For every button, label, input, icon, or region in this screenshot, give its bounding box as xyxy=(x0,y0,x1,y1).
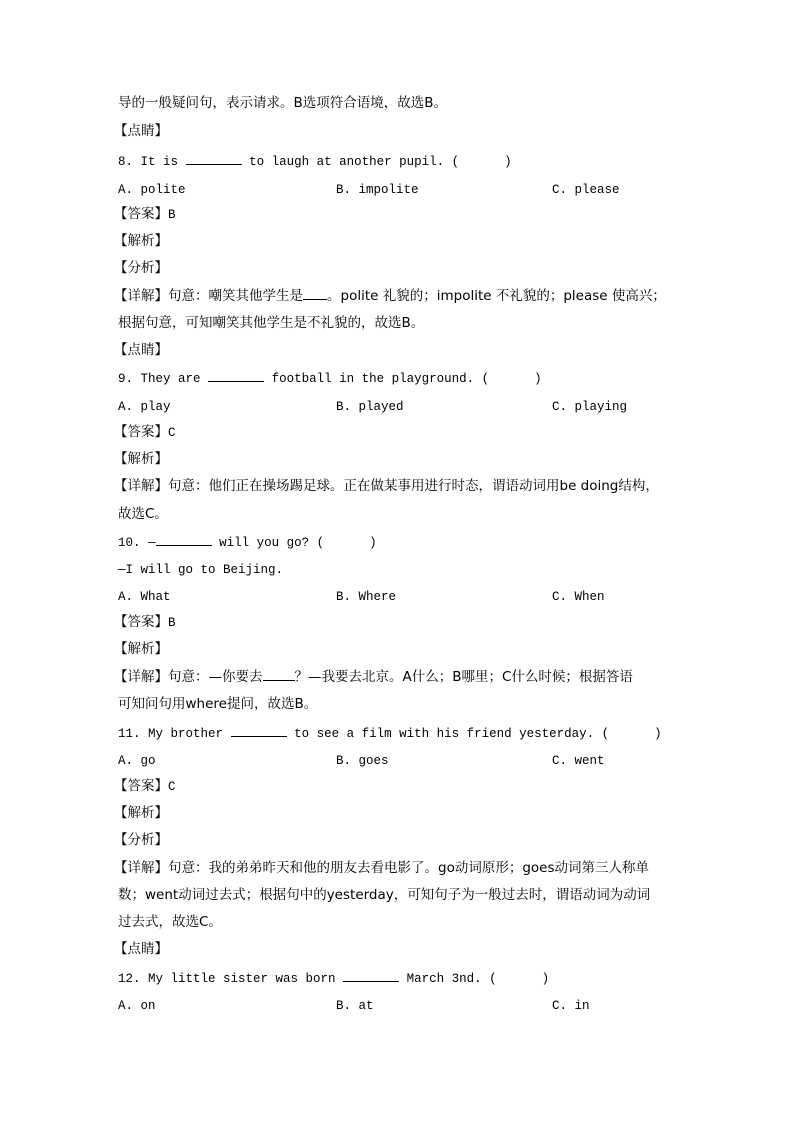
question-9-option-b: B. played xyxy=(336,400,404,414)
detail-label: 【详解】 xyxy=(114,288,168,304)
detail-label: 【详解】 xyxy=(114,478,168,494)
question-11-detail-line-2: 数；went动词过去式；根据句中的yesterday，可知句子为一般过去时，谓语动词为动词 xyxy=(118,887,651,903)
question-8-stem xyxy=(118,154,512,170)
stem-after: football in the playground. ( ) xyxy=(271,372,542,386)
question-11-option-b: B. goes xyxy=(336,754,389,768)
question-11-detail-line-1 xyxy=(114,860,649,876)
question-9-option-c: C. playing xyxy=(552,400,628,414)
question-number: 10. xyxy=(118,536,141,550)
stem-before: My brother xyxy=(148,727,224,741)
stem-after: to laugh at another pupil. ( ) xyxy=(249,155,512,169)
question-8-dianjing-label: 【点睛】 xyxy=(114,342,168,358)
detail-text: 句意：—你要去 xyxy=(168,669,263,685)
question-number: 12. xyxy=(118,972,141,986)
question-10-option-a: A. What xyxy=(118,590,171,604)
question-12-option-b: B. at xyxy=(336,999,374,1013)
detail-text: 句意：嘲笑其他学生是 xyxy=(168,288,303,304)
stem-before: — xyxy=(148,536,156,550)
question-8-detail-line-1 xyxy=(114,288,666,304)
question-9-detail-line-2: 故选C。 xyxy=(118,506,168,522)
detail-text: ？—我要去北京。A什么；B哪里；C什么时候；根据答语 xyxy=(294,669,633,685)
question-11-answer xyxy=(114,778,176,795)
question-8-jiexi-label: 【解析】 xyxy=(114,233,168,249)
answer-value: C xyxy=(168,426,176,440)
question-number: 8. xyxy=(118,155,134,169)
answer-blank xyxy=(343,971,399,982)
question-8-option-a: A. polite xyxy=(118,183,186,197)
question-8-detail-line-2: 根据句意，可知嘲笑其他学生是不礼貌的，故选B。 xyxy=(118,315,425,331)
question-11-option-c: C. went xyxy=(552,754,605,768)
question-11-dianjing-label: 【点睛】 xyxy=(114,941,168,957)
detail-blank xyxy=(263,670,295,681)
question-10-detail-line-1 xyxy=(114,669,633,685)
question-9-option-a: A. play xyxy=(118,400,171,414)
question-10-option-c: C. When xyxy=(552,590,605,604)
question-10-detail-line-2: 可知问句用where提问，故选B。 xyxy=(118,696,318,712)
answer-value: C xyxy=(168,780,176,794)
stem-after: to see a film with his friend yesterday. ( ) xyxy=(294,727,662,741)
question-11-option-a: A. go xyxy=(118,754,156,768)
question-9-jiexi-label: 【解析】 xyxy=(114,451,168,467)
question-10-jiexi-label: 【解析】 xyxy=(114,641,168,657)
answer-blank xyxy=(186,154,242,165)
question-8-option-b: B. impolite xyxy=(336,183,419,197)
detail-blank xyxy=(303,289,327,300)
stem-before: My little sister was born xyxy=(148,972,336,986)
answer-blank xyxy=(231,726,287,737)
detail-text: 句意：他们正在操场踢足球。正在做某事用进行时态，谓语动词用be doing结构， xyxy=(168,478,659,494)
question-8-option-c: C. please xyxy=(552,183,620,197)
question-10-stem-line-2: —I will go to Beijing. xyxy=(118,563,284,577)
question-9-detail-line-1 xyxy=(114,478,659,494)
question-9-answer xyxy=(114,424,176,441)
question-11-detail-line-3: 过去式，故选C。 xyxy=(118,914,222,930)
question-10-stem xyxy=(118,535,377,551)
question-number: 9. xyxy=(118,372,134,386)
answer-blank xyxy=(156,535,212,546)
stem-before: It is xyxy=(140,155,179,169)
question-11-jiexi-label: 【解析】 xyxy=(114,805,168,821)
stem-after: March 3nd. ( ) xyxy=(406,972,550,986)
question-11-fenxi-label: 【分析】 xyxy=(114,832,168,848)
question-8-answer xyxy=(114,206,176,223)
detail-label: 【详解】 xyxy=(114,669,168,685)
question-8-fenxi-label: 【分析】 xyxy=(114,260,168,276)
answer-label: 【答案】 xyxy=(114,614,168,630)
answer-label: 【答案】 xyxy=(114,424,168,440)
question-10-option-b: B. Where xyxy=(336,590,397,604)
prev-dianjing-label: 【点睛】 xyxy=(114,123,168,139)
detail-label: 【详解】 xyxy=(114,860,168,876)
question-11-stem xyxy=(118,726,662,742)
question-12-option-a: A. on xyxy=(118,999,156,1013)
question-9-stem xyxy=(118,371,542,387)
answer-label: 【答案】 xyxy=(114,206,168,222)
question-number: 11. xyxy=(118,727,141,741)
stem-before: They are xyxy=(140,372,201,386)
detail-text: 句意：我的弟弟昨天和他的朋友去看电影了。go动词原形；goes动词第三人称单 xyxy=(168,860,649,876)
answer-blank xyxy=(208,371,264,382)
question-10-answer xyxy=(114,614,176,631)
answer-value: B xyxy=(168,616,176,630)
answer-value: B xyxy=(168,208,176,222)
answer-label: 【答案】 xyxy=(114,778,168,794)
stem-after: will you go? ( ) xyxy=(219,536,377,550)
prev-explanation-tail: 导的一般疑问句，表示请求。B选项符合语境，故选B。 xyxy=(118,95,448,111)
detail-text: 。polite 礼貌的；impolite 不礼貌的；please 使高兴； xyxy=(327,288,666,304)
question-12-stem xyxy=(118,971,549,987)
question-12-option-c: C. in xyxy=(552,999,590,1013)
